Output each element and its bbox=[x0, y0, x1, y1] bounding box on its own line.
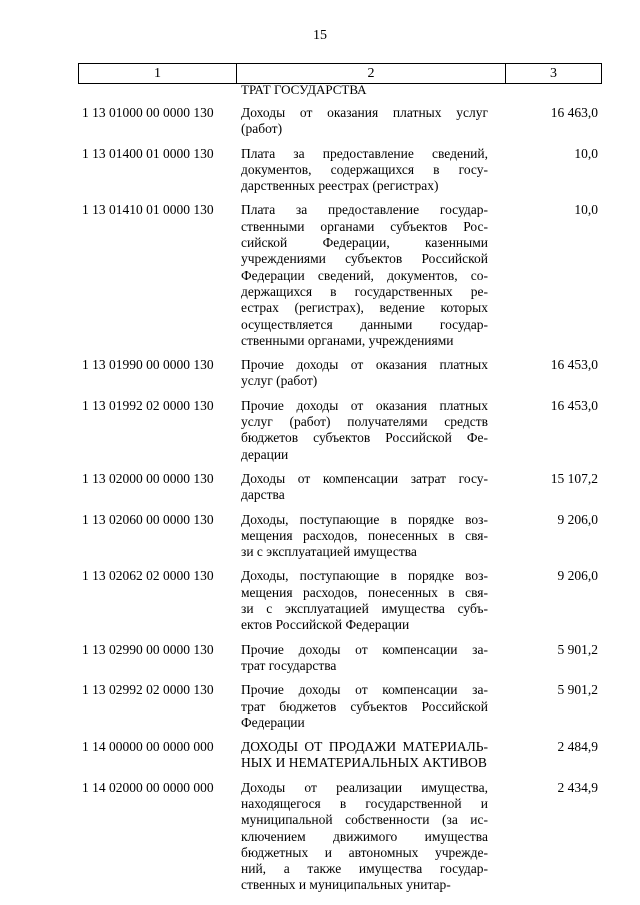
description-line: ключением движимого имущества bbox=[241, 828, 488, 844]
row-code: 1 13 01990 00 0000 130 bbox=[82, 357, 214, 373]
description-line: дерации bbox=[241, 446, 289, 462]
description-line: трат государства bbox=[241, 657, 337, 673]
description-line: дарства bbox=[241, 487, 285, 503]
description-line: учреждениями субъектов Российской bbox=[241, 251, 488, 267]
row-amount: 10,0 bbox=[574, 145, 598, 161]
description-line: (работ) bbox=[241, 121, 283, 137]
description-line: услуг (работ) получателями средств bbox=[241, 414, 488, 430]
description-line: зи с эксплуатацией имущества bbox=[241, 544, 417, 560]
table-row bbox=[78, 202, 602, 349]
table-row bbox=[78, 398, 602, 463]
row-description bbox=[241, 780, 488, 894]
row-description bbox=[241, 105, 488, 138]
description-line: ственных и муниципальных унитар- bbox=[241, 877, 451, 893]
row-amount: 2 484,9 bbox=[557, 739, 598, 755]
description-line: естрах (регистрах), ведение которых bbox=[241, 300, 488, 316]
row-code: 1 13 01000 00 0000 130 bbox=[82, 105, 214, 120]
description-line: Прочие доходы от компенсации за- bbox=[241, 641, 488, 657]
row-amount: 15 107,2 bbox=[550, 470, 598, 486]
row-description bbox=[241, 471, 488, 504]
description-line: Доходы от компенсации затрат госу- bbox=[241, 470, 488, 486]
table-row bbox=[78, 780, 602, 894]
description-line: услуг (работ) bbox=[241, 373, 318, 389]
page-number: 15 bbox=[313, 28, 327, 43]
description-line: Доходы от реализации имущества, bbox=[241, 779, 488, 795]
description-line: Прочие доходы от оказания платных bbox=[241, 397, 488, 413]
description-line: Доходы, поступающие в порядке воз- bbox=[241, 568, 488, 584]
row-code: 1 13 02990 00 0000 130 bbox=[82, 641, 214, 657]
row-code: 1 14 00000 00 0000 000 bbox=[82, 739, 214, 755]
table-row bbox=[78, 512, 602, 561]
income-rows bbox=[78, 105, 602, 902]
row-description bbox=[241, 682, 488, 731]
description-line: Федерации сведений, документов, со- bbox=[241, 267, 488, 283]
table-row bbox=[78, 568, 602, 633]
description-line: дарственных реестрах (регистрах) bbox=[241, 178, 439, 194]
row-description bbox=[241, 512, 488, 561]
row-amount: 9 206,0 bbox=[557, 511, 598, 527]
description-line: бюджетных и автономных учрежде- bbox=[241, 844, 488, 860]
row-description bbox=[241, 357, 488, 390]
description-line: трат бюджетов субъектов Российской bbox=[241, 698, 488, 714]
row-amount: 5 901,2 bbox=[557, 682, 598, 698]
row-code: 1 13 02992 02 0000 130 bbox=[82, 682, 214, 698]
table-row bbox=[78, 682, 602, 731]
column-header-1: 1 bbox=[79, 64, 237, 84]
description-line: мещения расходов, понесенных в свя- bbox=[241, 527, 488, 543]
description-line: мещения расходов, понесенных в свя- bbox=[241, 584, 488, 600]
column-header-2: 2 bbox=[237, 64, 506, 84]
column-header-row bbox=[79, 64, 602, 84]
description-line: зи с эксплуатацией имущества субъ- bbox=[241, 601, 488, 617]
row-code: 1 13 01992 02 0000 130 bbox=[82, 397, 214, 413]
table-row bbox=[78, 471, 602, 504]
row-amount: 10,0 bbox=[574, 202, 598, 218]
row-code: 1 13 02062 02 0000 130 bbox=[82, 568, 214, 584]
row-code: 1 13 01410 01 0000 130 bbox=[82, 202, 214, 218]
description-line: Плата за предоставление сведений, bbox=[241, 145, 488, 161]
description-line: Прочие доходы от оказания платных bbox=[241, 357, 488, 373]
table-row bbox=[78, 105, 602, 138]
row-description bbox=[241, 202, 488, 349]
table-row bbox=[78, 642, 602, 675]
description-line: сийской Федерации, казенными bbox=[241, 235, 488, 251]
description-line: Доходы, поступающие в порядке воз- bbox=[241, 511, 488, 527]
description-line: Прочие доходы от компенсации за- bbox=[241, 682, 488, 698]
table-row bbox=[78, 739, 602, 772]
description-line: документов, содержащихся в госу- bbox=[241, 161, 488, 177]
row-code: 1 13 01400 01 0000 130 bbox=[82, 145, 214, 161]
description-line: ДОХОДЫ ОТ ПРОДАЖИ МАТЕРИАЛЬ- bbox=[241, 739, 488, 755]
row-amount: 16 453,0 bbox=[550, 357, 598, 373]
description-line: держащихся в государственных ре- bbox=[241, 283, 488, 299]
continuation-text: ТРАТ ГОСУДАРСТВА bbox=[241, 82, 367, 97]
description-line: Доходы от оказания платных услуг bbox=[241, 105, 488, 120]
description-line: находящегося в государственной и bbox=[241, 795, 488, 811]
description-line: бюджетов субъектов Российской Фе- bbox=[241, 430, 488, 446]
description-line: ектов Российской Федерации bbox=[241, 617, 410, 633]
row-description bbox=[241, 739, 488, 772]
row-description bbox=[241, 568, 488, 633]
table-row bbox=[78, 357, 602, 390]
row-code: 1 14 02000 00 0000 000 bbox=[82, 779, 214, 795]
row-amount: 16 453,0 bbox=[550, 397, 598, 413]
description-line: ственными органами субъектов Рос- bbox=[241, 218, 488, 234]
description-line: осуществляется данными государ- bbox=[241, 316, 488, 332]
column-header-table bbox=[78, 63, 602, 84]
description-line: Федерации bbox=[241, 714, 305, 730]
table-row bbox=[78, 146, 602, 195]
row-amount: 2 434,9 bbox=[557, 779, 598, 795]
row-code: 1 13 02060 00 0000 130 bbox=[82, 511, 214, 527]
description-line: ственными органами, учреждениями bbox=[241, 332, 454, 348]
row-description bbox=[241, 146, 488, 195]
row-amount: 9 206,0 bbox=[557, 568, 598, 584]
row-description bbox=[241, 398, 488, 463]
row-amount: 5 901,2 bbox=[557, 641, 598, 657]
description-line: НЫХ И НЕМАТЕРИАЛЬНЫХ АКТИВОВ bbox=[241, 755, 487, 771]
row-code: 1 13 02000 00 0000 130 bbox=[82, 470, 214, 486]
row-description bbox=[241, 642, 488, 675]
description-line: ний, а также имущества государ- bbox=[241, 861, 488, 877]
column-header-3: 3 bbox=[506, 64, 602, 84]
description-line: муниципальной собственности (за ис- bbox=[241, 812, 488, 828]
row-amount: 16 463,0 bbox=[550, 105, 598, 120]
description-line: Плата за предоставление государ- bbox=[241, 202, 488, 218]
